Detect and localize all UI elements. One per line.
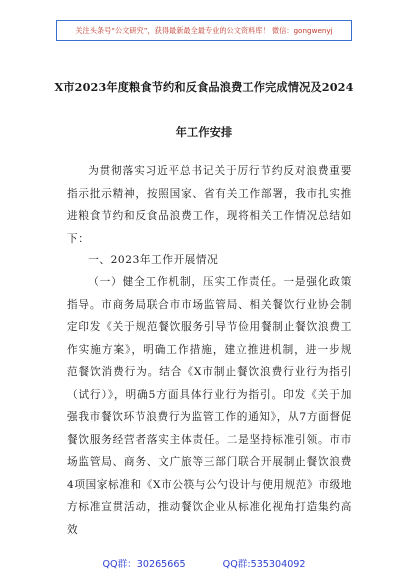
document-title-line-2: 年工作安排 [175,125,233,139]
document-title-line-1: X市2023年度粮食节约和反食品浪费工作完成情况及2024 [54,80,354,94]
footer-qq-group-1: QQ群：30265665 [102,559,186,570]
footer-qq-group-2: QQ群:535304092 [222,559,306,570]
promo-banner [56,20,352,41]
section-1-paragraph: （一）健全工作机制，压实工作责任。一是强化政策指导。市商务局联合市市场监管局、相关餐饮行业协会制定印发《关于规范餐饮服务引导节俭用餐制止餐饮浪费工作实施方案》，明确工作措施，建立推进机制，进一步规范餐饮消费行为。结合《X市制止餐饮浪费行业行为指引（试行）》，明确5方面具体行业行为指引。印发《关于加强我市餐饮环节浪费行为监管工作的通知》，从7方面督促餐饮服务经营者落实主体责任。二是坚持标准引领。市市场监管局、商务、文广旅等三部门联合开展制止餐饮浪费4项国家标准和《X市公筷与公勺设计与使用规范》市级地方标准宣贯活动，推动餐饮企业从标准化视角打造集约高效 [67,276,352,536]
section-1-heading: 一、2023年工作开展情况 [88,254,219,266]
intro-paragraph: 为贯彻落实习近平总书记关于厉行节约反对浪费重要指示批示精神，按照国家、省有关工作部署，我市扎实推进粮食节约和反食品浪费工作，现将相关工作情况总结如下： [67,165,352,245]
footer-contact [0,556,408,570]
promo-banner-text: 关注头条号“公文研究”，获得最新最全最专业的公文资料库！ 微信：gongwenyj [75,25,333,35]
